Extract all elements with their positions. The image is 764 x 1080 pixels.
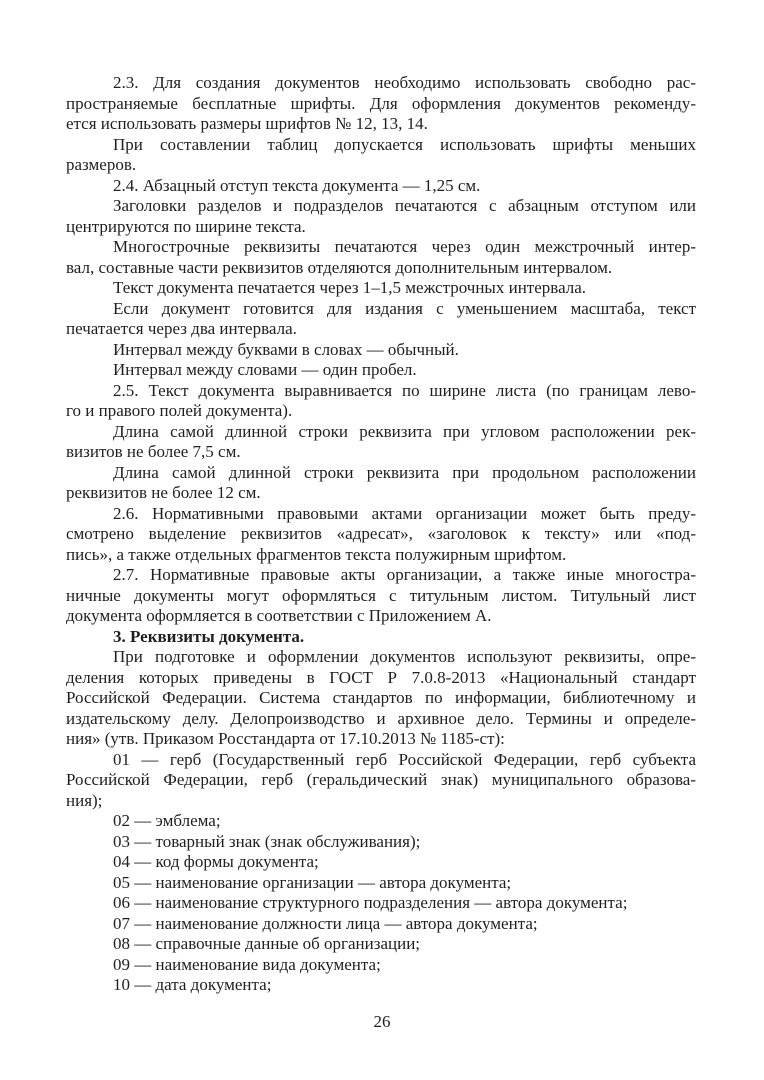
text-line: 2.6. Нормативными правовыми актами организации может быть преду- xyxy=(113,503,696,523)
text-line: Интервал между буквами в словах — обычный. xyxy=(113,339,459,359)
text-line: 08 — справочные данные об организации; xyxy=(113,934,421,953)
text-line: размеров. xyxy=(66,155,137,174)
paragraph xyxy=(66,504,696,566)
text-line: вал, составные части реквизитов отделяются дополнительным интервалом. xyxy=(66,257,613,277)
paragraph xyxy=(66,934,696,955)
text-line: 07 — наименование должности лица — автора документа; xyxy=(113,913,538,933)
text-line: Длина самой длинной строки реквизита при продольном расположении xyxy=(113,462,696,482)
text-line: издательскому делу. Делопроизводство и архивное дело. Термины и определе- xyxy=(66,708,696,728)
paragraph xyxy=(66,422,696,463)
page-number: 26 xyxy=(373,1012,391,1031)
paragraph xyxy=(66,73,696,135)
paragraph xyxy=(66,914,696,935)
paragraph xyxy=(66,299,696,340)
paragraph xyxy=(66,565,696,627)
paragraph xyxy=(66,832,696,853)
text-line: ется использовать размеры шрифтов № 12, 13, 14. xyxy=(66,114,428,133)
paragraph xyxy=(66,852,696,873)
text-line: При подготовке и оформлении документов используют реквизиты, опре- xyxy=(113,647,696,666)
paragraph xyxy=(66,196,696,237)
paragraph xyxy=(66,237,696,278)
text-line: Интервал между словами — один пробел. xyxy=(113,360,417,379)
text-line: центрируются по ширине текста. xyxy=(66,216,306,236)
text-line: 03 — товарный знак (знак обслуживания); xyxy=(113,831,421,851)
text-line: визитов не более 7,5 см. xyxy=(66,442,241,461)
text-line: ния» (утв. Приказом Росстандарта от 17.10.2013 № 1185-ст): xyxy=(66,729,505,748)
text-line: 3. Реквизиты документа. xyxy=(113,626,305,646)
text-line: 01 — герб (Государственный герб Российской Федерации, герб субъекта xyxy=(113,749,696,769)
text-line: Длина самой длинной строки реквизита при угловом расположении рек- xyxy=(113,421,696,441)
paragraph xyxy=(66,278,696,299)
paragraph xyxy=(66,647,696,750)
text-line: печатается через два интервала. xyxy=(66,319,297,338)
text-line: ния); xyxy=(66,790,103,810)
paragraph xyxy=(66,975,696,996)
text-line: реквизитов не более 12 см. xyxy=(66,483,261,502)
paragraph xyxy=(66,873,696,894)
text-line: 2.3. Для создания документов необходимо использовать свободно рас- xyxy=(113,73,696,92)
text-line: 06 — наименование структурного подразделения — автора документа; xyxy=(113,893,628,912)
text-line: Заголовки разделов и подразделов печатаются с абзацным отступом или xyxy=(113,196,696,215)
text-line: 2.5. Текст документа выравнивается по ширине листа (по границам лево- xyxy=(113,380,696,400)
text-line: Российской Федерации. Система стандартов по информации, библиотечному и xyxy=(66,688,696,707)
paragraph xyxy=(66,135,696,176)
paragraph xyxy=(66,381,696,422)
text-line: 2.4. Абзацный отступ текста документа — 1,25 см. xyxy=(113,175,481,195)
text-line: смотрено выделение реквизитов «адресат», «заголовок к тексту» или «под- xyxy=(66,524,696,543)
paragraph xyxy=(66,811,696,832)
text-line: 2.7. Нормативные правовые акты организации, а также иные многостра- xyxy=(113,565,696,584)
text-line: пространяемые бесплатные шрифты. Для оформления документов рекоменду- xyxy=(66,93,696,113)
text-line: 10 — дата документа; xyxy=(113,975,272,994)
paragraph xyxy=(66,893,696,914)
paragraph xyxy=(66,955,696,976)
text-line: 04 — код формы документа; xyxy=(113,852,319,871)
text-line: 05 — наименование организации — автора документа; xyxy=(113,872,512,892)
text-line: 02 — эмблема; xyxy=(113,811,221,830)
text-line: Российской Федерации, герб (геральдический знак) муниципального образова- xyxy=(66,770,696,789)
document-text xyxy=(66,73,696,996)
paragraph xyxy=(66,360,696,381)
paragraph xyxy=(66,340,696,361)
text-line: ничные документы могут оформляться с титульным листом. Титульный лист xyxy=(66,585,696,605)
text-line: документа оформляется в соответствии с Приложением А. xyxy=(66,606,492,625)
paragraph xyxy=(66,176,696,197)
text-line: Многострочные реквизиты печатаются через один межстрочный интер- xyxy=(113,237,696,256)
text-line: Текст документа печатается через 1–1,5 межстрочных интервала. xyxy=(113,278,587,297)
text-line: 09 — наименование вида документа; xyxy=(113,954,381,974)
paragraph xyxy=(66,750,696,812)
text-line: При составлении таблиц допускается использовать шрифты меньших xyxy=(113,134,696,154)
text-line: деления которых приведены в ГОСТ Р 7.0.8-2013 «Национальный стандарт xyxy=(66,667,696,687)
text-line: Если документ готовится для издания с уменьшением масштаба, текст xyxy=(113,298,696,318)
paragraph xyxy=(66,463,696,504)
section-heading xyxy=(66,627,696,648)
text-line: пись», а также отдельных фрагментов текста полужирным шрифтом. xyxy=(66,544,567,564)
text-line: го и правого полей документа). xyxy=(66,401,293,420)
